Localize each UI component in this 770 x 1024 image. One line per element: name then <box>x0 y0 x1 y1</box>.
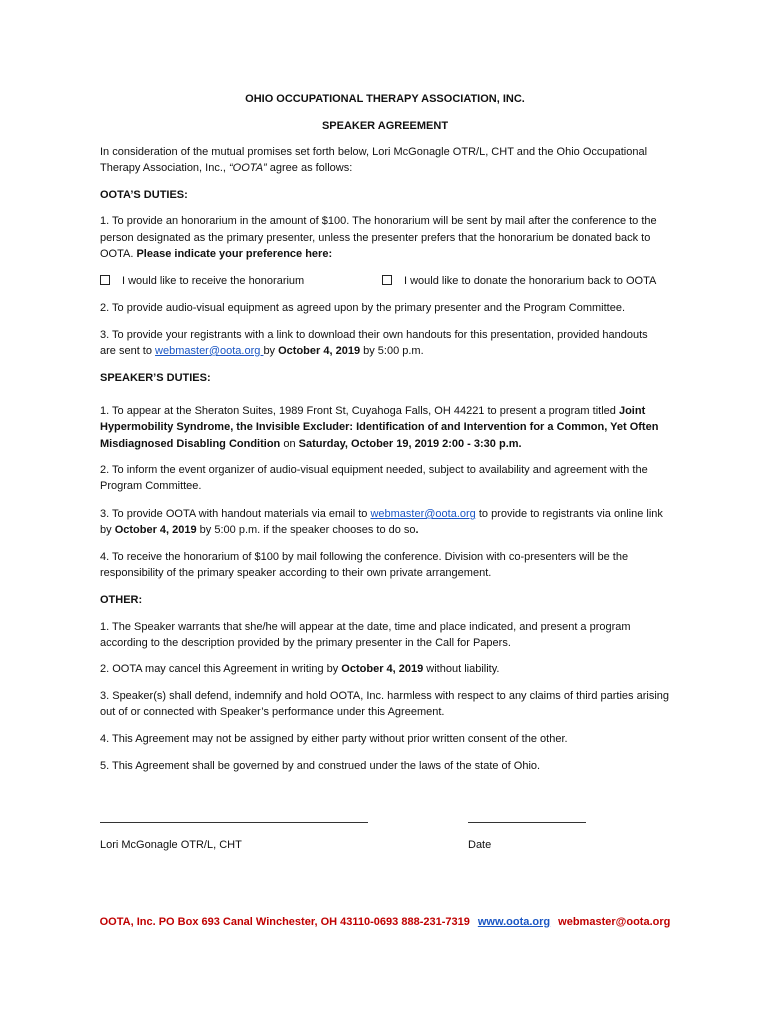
s1-text: 1. To appear at the Sheraton Suites, 1989 Front St, Cuyahoga Falls, OH 44221 to present a program titled <box>100 405 619 417</box>
checkbox-receive[interactable] <box>100 275 110 285</box>
speaker-signature-line[interactable] <box>100 822 368 823</box>
deadline-date: October 4, 2019 <box>278 345 361 357</box>
footer <box>0 916 770 928</box>
speaker-duty-1-line-3 <box>100 436 700 453</box>
other-1-line-2: according to the description provided by the primary presenter in the Call for Papers. <box>100 637 511 649</box>
footer-email: webmaster@oota.org <box>558 916 671 928</box>
program-title-end: Misdiagnosed Disabling Condition <box>100 438 281 450</box>
speaker-duty-3-line-1 <box>100 506 700 523</box>
s3-time: by 5:00 p.m. if the speaker chooses to do so <box>196 524 416 536</box>
cancel-deadline-date: October 4, 2019 <box>341 663 424 675</box>
speaker-duty-2-line-1: 2. To inform the event organizer of audio-visual equipment needed, subject to availability and agreement with the <box>100 464 648 476</box>
d3-time: by 5:00 p.m. <box>360 345 424 357</box>
other-heading: OTHER: <box>100 594 143 606</box>
intro-text-end: agree as follows: <box>266 162 353 174</box>
honorarium-option-donate[interactable] <box>382 273 702 290</box>
oota-duty-2: 2. To provide audio-visual equipment as agreed upon by the primary presenter and the Program Committee. <box>100 302 626 314</box>
option-receive-label: I would like to receive the honorarium <box>122 275 305 287</box>
handout-deadline-date: October 4, 2019 <box>114 524 197 536</box>
other-3-line-2: out of or connected with Speaker’s performance under this Agreement. <box>100 706 445 718</box>
document-title: SPEAKER AGREEMENT <box>321 120 449 132</box>
intro-line-2 <box>100 160 700 177</box>
oota-text: OOTA. <box>100 248 137 260</box>
speaker-duty-2-line-2: Program Committee. <box>100 480 202 492</box>
s1-on: on <box>280 438 299 450</box>
option-donate-label: I would like to donate the honorarium back to OOTA <box>404 275 657 287</box>
speaker-duty-1-line-2: Hypermobility Syndrome, the Invisible Excluder: Identification of and Intervention for a Common, Yet Often <box>100 421 659 433</box>
intro-text: Therapy Association, Inc., <box>100 162 230 174</box>
d3-by: by <box>263 345 279 357</box>
preference-prompt: Please indicate your preference here: <box>136 248 333 260</box>
oota-duty-3-line-1: 3. To provide your registrants with a link to download their own handouts for this presentation, provided handouts <box>100 329 648 341</box>
date-signature-line[interactable] <box>468 822 586 823</box>
other-3-line-1: 3. Speaker(s) shall defend, indemnify and hold OOTA, Inc. harmless with respect to any claims of third parties arising <box>100 690 669 702</box>
oota-duty-3-line-2 <box>100 343 700 360</box>
speaker-duty-3-line-2 <box>100 522 700 539</box>
o2-text-end: without liability. <box>423 663 500 675</box>
other-1-line-1: 1. The Speaker warrants that she/he will appear at the date, time and place indicated, and present a program <box>100 621 631 633</box>
s3-text-end: to provide to registrants via online link <box>475 508 663 520</box>
footer-website-link[interactable]: www.oota.org <box>477 916 551 928</box>
speaker-duties-heading: SPEAKER’S DUTIES: <box>100 372 211 384</box>
oota-duty-1-line-2: person designated as the primary presenter, unless the presenter prefers that the honorarium be donated back to <box>100 232 651 244</box>
s3-by: by <box>100 524 115 536</box>
oota-defined-term: “OOTA” <box>229 162 267 174</box>
program-title-start: Joint <box>618 405 646 417</box>
intro-line-1: In consideration of the mutual promises set forth below, Lori McGonagle OTR/L, CHT and the Ohio Occupational <box>100 146 648 158</box>
webmaster-email-link[interactable]: webmaster@oota.org <box>155 345 264 357</box>
oota-duty-1-line-3 <box>100 246 700 263</box>
webmaster-email-link-2[interactable]: webmaster@oota.org <box>370 508 476 520</box>
date-label: Date <box>468 839 492 851</box>
speaker-duty-4-line-1: 4. To receive the honorarium of $100 by mail following the conference. Division with co-presenters will be the <box>100 551 629 563</box>
s3-text: 3. To provide OOTA with handout materials via email to <box>100 508 371 520</box>
speaker-name-label: Lori McGonagle OTR/L, CHT <box>100 839 242 851</box>
speaker-duty-4-line-2: responsibility of the primary speaker according to their own private arrangement. <box>100 567 492 579</box>
other-2 <box>100 661 700 678</box>
o2-text: 2. OOTA may cancel this Agreement in writing by <box>100 663 342 675</box>
speaker-duty-1-line-1 <box>100 403 700 420</box>
oota-duties-heading: OOTA’S DUTIES: <box>100 189 188 201</box>
organization-title: OHIO OCCUPATIONAL THERAPY ASSOCIATION, INC. <box>245 93 525 105</box>
other-4: 4. This Agreement may not be assigned by either party without prior written consent of the other. <box>100 733 568 745</box>
d3-text: are sent to <box>100 345 156 357</box>
oota-duty-1-line-1: 1. To provide an honorarium in the amount of $100. The honorarium will be sent by mail after the conference to the <box>100 215 657 227</box>
other-5: 5. This Agreement shall be governed by and construed under the laws of the state of Ohio. <box>100 760 541 772</box>
checkbox-donate[interactable] <box>382 275 392 285</box>
program-date-time: Saturday, October 19, 2019 2:00 - 3:30 p.m. <box>298 438 522 450</box>
s3-period: . <box>415 524 419 536</box>
footer-address: OOTA, Inc. PO Box 693 Canal Winchester, OH 43110-0693 888-231-7319 <box>99 916 470 928</box>
